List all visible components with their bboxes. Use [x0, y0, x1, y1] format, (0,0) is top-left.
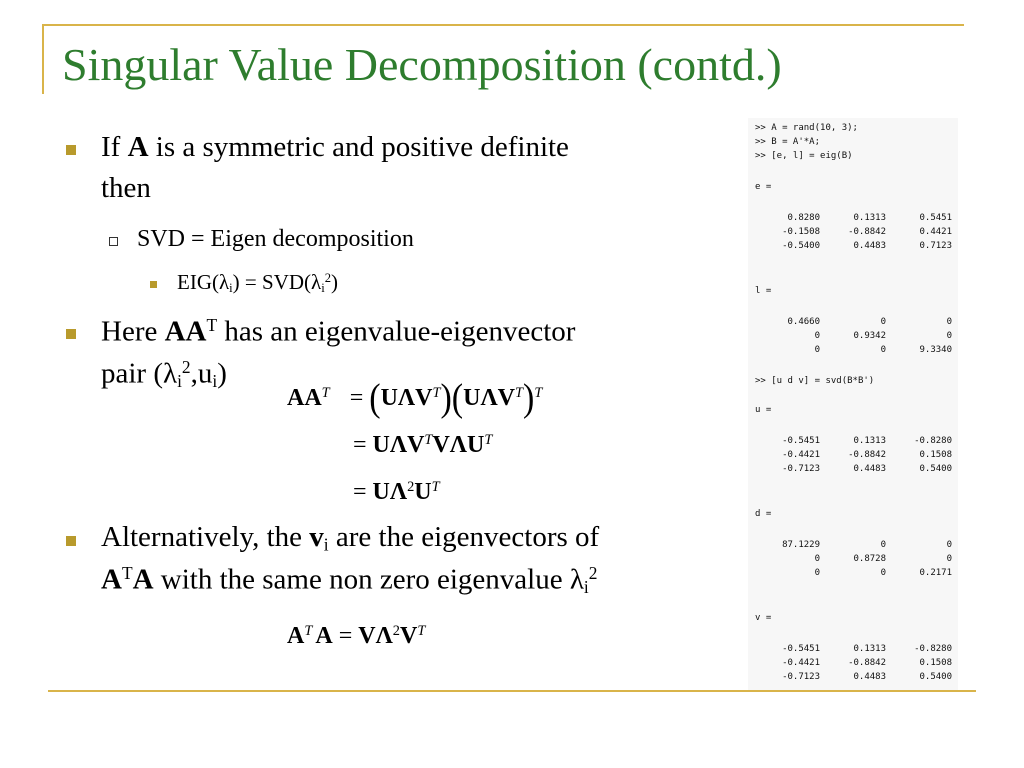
- text: has an eigenvalue-eigenvector: [217, 315, 576, 348]
- matrix-cell: 87.1229: [782, 540, 820, 550]
- superscript: T: [206, 315, 218, 335]
- eq-equals: =: [349, 385, 364, 411]
- matrix-cell: 0.4483: [853, 241, 886, 251]
- matrix-cell: 0.5400: [919, 464, 952, 474]
- vector-v: v: [309, 521, 324, 553]
- text: ): [217, 357, 227, 390]
- matrix-cell: -0.8842: [848, 658, 886, 668]
- subsub-bullet-marker: [150, 281, 157, 288]
- eq-equals: =: [353, 479, 367, 505]
- eq-term: U: [414, 479, 432, 505]
- subscript: i: [323, 534, 329, 555]
- equation-line-4: [287, 623, 425, 650]
- eq-lhs: AA: [287, 385, 322, 411]
- matrix-cell: 0.5451: [919, 213, 952, 223]
- bullet-marker: [66, 145, 76, 155]
- matrix-cell: 0: [946, 317, 952, 327]
- subsub-bullet-1: [177, 270, 338, 296]
- matrix-cell: 0: [880, 317, 886, 327]
- code-label: d =: [755, 509, 772, 519]
- matrix-cell: 0: [880, 568, 886, 578]
- matrix-cell: -0.8842: [848, 227, 886, 237]
- code-command: >> [u d v] = svd(B*B'): [755, 376, 875, 386]
- text: If: [101, 131, 128, 163]
- code-command: >> A = rand(10, 3);: [755, 123, 858, 133]
- bullet-3-line-2: [101, 563, 597, 598]
- subscript: i: [177, 370, 182, 391]
- eq-paren: (: [369, 377, 381, 420]
- matrix-cell: -0.8280: [914, 436, 952, 446]
- matrix-cell: 0.9342: [853, 331, 886, 341]
- lambda-symbol: λ: [311, 270, 322, 294]
- matrix-cell: 0.1508: [919, 450, 952, 460]
- bullet-marker: [66, 329, 76, 339]
- matrix-cell: -0.7123: [782, 464, 820, 474]
- superscript: T: [121, 563, 133, 583]
- matrix-cell: 0: [946, 331, 952, 341]
- matrix-cell: -0.5451: [782, 436, 820, 446]
- superscript: 2: [181, 357, 191, 377]
- text: pair (: [101, 357, 163, 390]
- equation-line-3: [353, 479, 440, 506]
- equation-line-2: [353, 432, 492, 459]
- matrix-cell: 0: [946, 554, 952, 564]
- code-command: >> B = A'*A;: [755, 137, 821, 147]
- text: is a symmetric and positive definite: [148, 131, 569, 163]
- lambda-symbol: λ: [163, 357, 178, 390]
- top-rule: [42, 24, 964, 26]
- matlab-output-panel: [748, 118, 958, 690]
- text: ): [331, 270, 338, 294]
- eq-term: UΛV: [463, 385, 515, 411]
- matrix-cell: -0.8280: [914, 644, 952, 654]
- eq-sup: T: [534, 385, 543, 402]
- bottom-rule: [48, 690, 976, 692]
- bullet-marker: [66, 536, 76, 546]
- matrix-cell: 0.1313: [853, 436, 886, 446]
- matrix-cell: 0: [814, 554, 820, 564]
- matrix-cell: 0.7123: [919, 241, 952, 251]
- matrix-cell: 0.1508: [919, 658, 952, 668]
- bullet-1-line-1: [101, 131, 569, 164]
- sub-bullet-1: SVD = Eigen decomposition: [137, 226, 414, 252]
- eq-term: UΛV: [372, 432, 425, 458]
- matrix-cell: 0.1313: [853, 213, 886, 223]
- text: ,u: [190, 357, 213, 390]
- code-label: l =: [755, 286, 772, 296]
- matrix-cell: -0.7123: [782, 672, 820, 682]
- bullet-1-line-2: then: [101, 172, 151, 204]
- sub-bullet-marker: [109, 237, 118, 246]
- text: are the eigenvectors of: [328, 521, 600, 553]
- eq-term: A: [315, 623, 333, 649]
- eq-sup: T: [484, 432, 493, 449]
- matrix-cell: 0: [880, 345, 886, 355]
- text: Here: [101, 315, 165, 348]
- equation-line-1: [287, 377, 543, 420]
- subscript: i: [321, 281, 325, 296]
- matrix-a: A: [101, 563, 122, 596]
- eq-equals: =: [338, 623, 353, 649]
- bullet-3-line-1: [101, 521, 599, 555]
- eq-sup: 2: [407, 479, 415, 496]
- matrix-a: A: [132, 563, 154, 596]
- matrix-cell: 0.4421: [919, 227, 952, 237]
- matrix-cell: 0.4483: [853, 672, 886, 682]
- eq-term: V: [400, 623, 418, 649]
- bullet-2-line-1: [101, 315, 575, 349]
- matrix-cell: -0.1508: [782, 227, 820, 237]
- eq-paren: (: [451, 377, 464, 420]
- matrix-cell: 0: [880, 540, 886, 550]
- subscript: i: [583, 576, 589, 597]
- eq-equals: =: [353, 432, 367, 458]
- eq-sup: T: [321, 385, 330, 402]
- matrix-aa: AA: [164, 315, 207, 348]
- eq-sup: T: [424, 432, 433, 449]
- eq-sup: T: [432, 385, 441, 402]
- eq-term: UΛ: [372, 479, 408, 505]
- matrix-cell: 0.4660: [787, 317, 820, 327]
- text: ) = SVD(: [232, 270, 312, 294]
- matrix-cell: -0.4421: [782, 658, 820, 668]
- matrix-a: A: [127, 131, 149, 163]
- code-label: e =: [755, 182, 772, 192]
- matrix-cell: 0.1313: [853, 644, 886, 654]
- superscript: 2: [588, 563, 598, 583]
- text: EIG(: [177, 270, 219, 294]
- matrix-cell: 0: [814, 345, 820, 355]
- matrix-cell: 0: [814, 331, 820, 341]
- code-command: >> [e, l] = eig(B): [755, 151, 853, 161]
- eq-sup: T: [514, 385, 523, 402]
- eq-paren: ): [440, 377, 452, 420]
- text: with the same non zero eigenvalue: [153, 563, 570, 596]
- code-label: v =: [755, 613, 772, 623]
- matrix-cell: -0.5400: [782, 241, 820, 251]
- text: Alternatively, the: [101, 521, 310, 553]
- eq-paren: ): [523, 377, 535, 420]
- matrix-cell: -0.5451: [782, 644, 820, 654]
- eq-sup: 2: [392, 623, 400, 640]
- matrix-cell: 0.4483: [853, 464, 886, 474]
- matrix-cell: 0: [814, 568, 820, 578]
- matrix-cell: 0: [946, 540, 952, 550]
- matrix-cell: 0.8280: [787, 213, 820, 223]
- matrix-cell: 0.5400: [919, 672, 952, 682]
- subscript: i: [212, 370, 218, 391]
- lambda-symbol: λ: [569, 563, 584, 596]
- eq-sup: T: [304, 623, 313, 640]
- lambda-symbol: λ: [218, 270, 230, 294]
- left-rule: [42, 24, 44, 94]
- matrix-cell: 9.3340: [919, 345, 952, 355]
- subscript: i: [229, 281, 233, 296]
- eq-term: UΛV: [380, 385, 433, 411]
- matrix-cell: -0.8842: [848, 450, 886, 460]
- eq-term: VΛU: [432, 432, 485, 458]
- eq-term: VΛ: [358, 623, 393, 649]
- matrix-cell: 0.2171: [919, 568, 952, 578]
- eq-sup: T: [417, 623, 426, 640]
- superscript: 2: [324, 271, 331, 286]
- slide-title: Singular Value Decomposition (contd.): [62, 39, 782, 90]
- eq-sup: T: [431, 479, 440, 496]
- bullet-2-line-2: [101, 357, 227, 392]
- code-label: u =: [755, 405, 772, 415]
- eq-term: A: [287, 623, 305, 649]
- matrix-cell: 0.8728: [853, 554, 886, 564]
- matrix-cell: -0.4421: [782, 450, 820, 460]
